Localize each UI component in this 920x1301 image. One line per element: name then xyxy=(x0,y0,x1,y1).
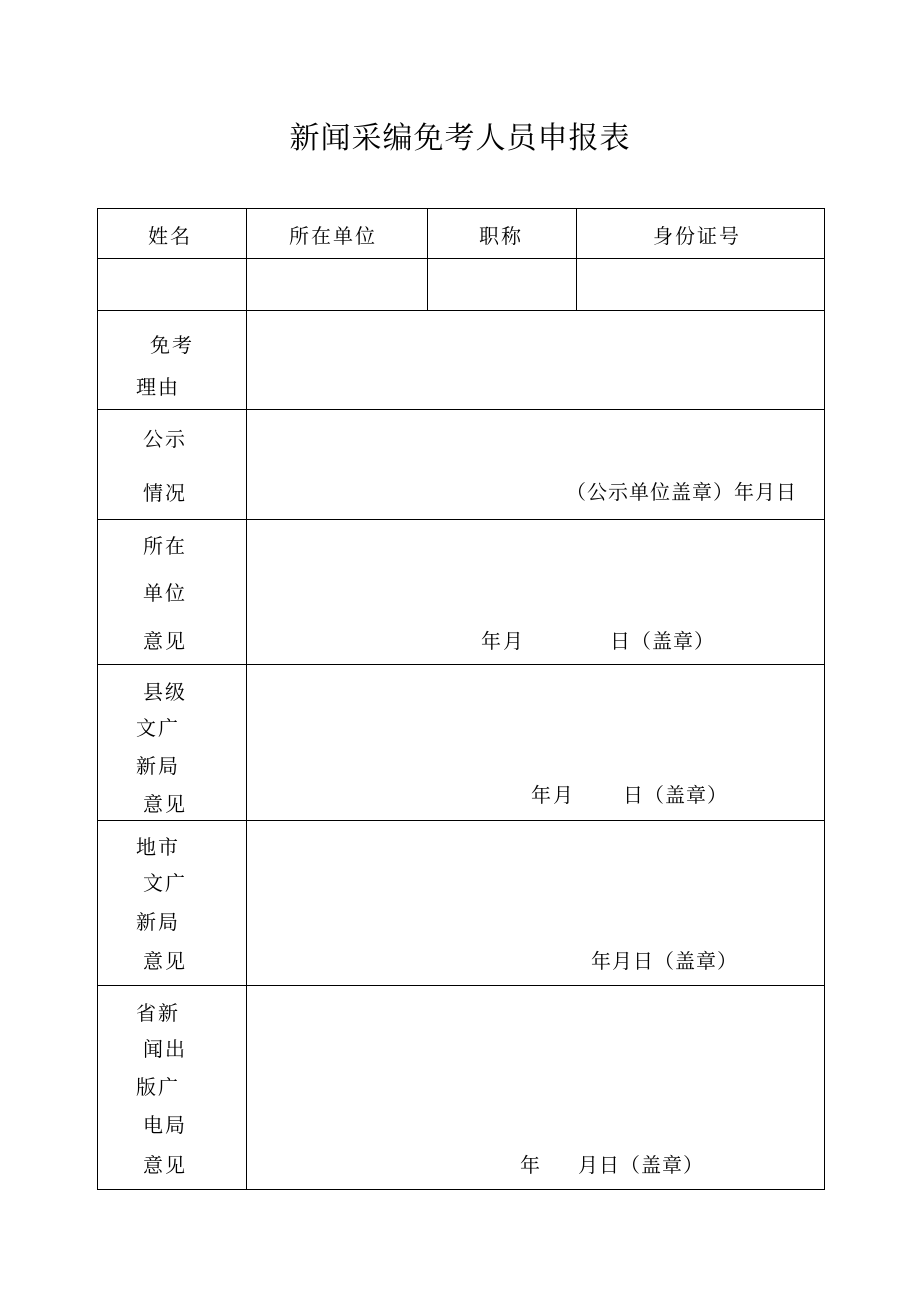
reason-label-line1: 免考 xyxy=(150,333,194,357)
county-opinion-label-line4: 意见 xyxy=(143,792,187,816)
application-form-table xyxy=(97,208,825,1190)
form-title: 新闻采编免考人员申报表 xyxy=(289,121,631,156)
unit-opinion-label-line3: 意见 xyxy=(143,629,187,653)
province-opinion-label-line1: 省新 xyxy=(136,1001,180,1025)
county-opinion-label-line2: 文广 xyxy=(136,716,180,740)
header-unit: 所在单位 xyxy=(289,224,377,248)
province-opinion-date-left: 年 xyxy=(520,1153,542,1177)
publicity-stamp-line: （公示单位盖章）年月日 xyxy=(566,480,797,504)
header-id-number: 身份证号 xyxy=(653,224,741,248)
province-opinion-date-right: 月日（盖章） xyxy=(578,1153,704,1177)
county-opinion-date-right: 日（盖章） xyxy=(623,783,728,807)
province-opinion-label-line5: 意见 xyxy=(143,1153,187,1177)
county-opinion-date-left: 年月 xyxy=(531,783,575,807)
city-opinion-label-line1: 地市 xyxy=(136,835,180,859)
city-opinion-date: 年月日（盖章） xyxy=(591,949,738,973)
province-opinion-label-line4: 电局 xyxy=(143,1113,187,1137)
job-title-entry-cell[interactable] xyxy=(428,259,575,309)
unit-opinion-date-left: 年月 xyxy=(481,629,525,653)
unit-opinion-entry-cell[interactable] xyxy=(247,520,823,663)
unit-opinion-label-line1: 所在 xyxy=(143,534,187,558)
reason-entry-cell[interactable] xyxy=(247,311,823,408)
province-opinion-label-line3: 版广 xyxy=(136,1075,180,1099)
header-job-title: 职称 xyxy=(479,224,523,248)
unit-opinion-label-line2: 单位 xyxy=(143,581,187,605)
id-number-entry-cell[interactable] xyxy=(577,259,823,309)
county-opinion-label-line3: 新局 xyxy=(136,754,180,778)
city-opinion-label-line3: 新局 xyxy=(136,910,180,934)
unit-opinion-date-right: 日（盖章） xyxy=(610,629,715,653)
publicity-label-line2: 情况 xyxy=(143,481,187,505)
publicity-label-line1: 公示 xyxy=(143,427,187,451)
city-opinion-label-line2: 文广 xyxy=(143,871,187,895)
header-name: 姓名 xyxy=(148,224,192,248)
city-opinion-label-line4: 意见 xyxy=(143,949,187,973)
reason-label-line2: 理由 xyxy=(136,375,180,399)
unit-entry-cell[interactable] xyxy=(247,259,426,309)
province-opinion-label-line2: 闻出 xyxy=(143,1037,187,1061)
county-opinion-label-line1: 县级 xyxy=(143,680,187,704)
name-entry-cell[interactable] xyxy=(99,259,245,309)
